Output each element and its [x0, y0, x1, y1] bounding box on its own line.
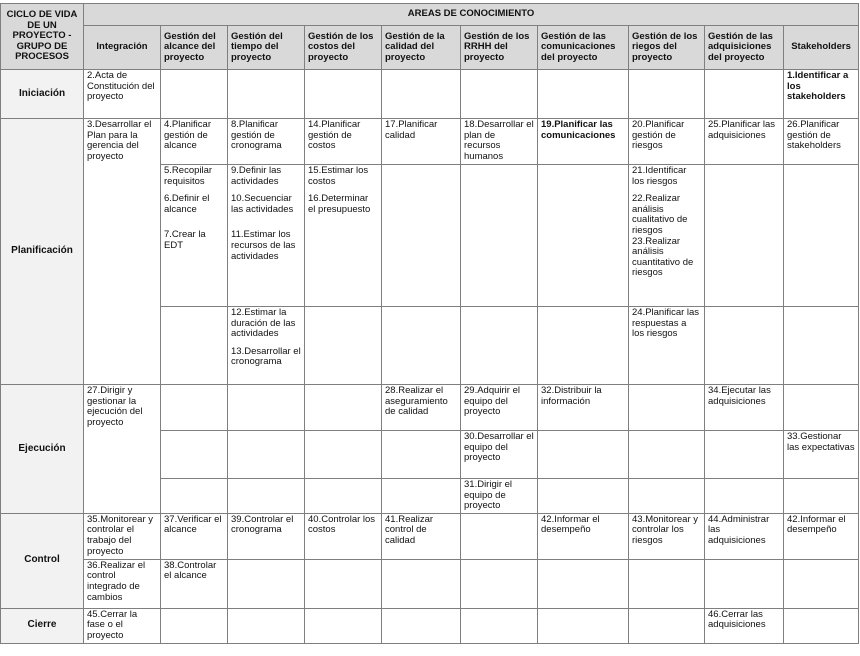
empty-cell: [382, 70, 461, 119]
process-cell: [84, 385, 161, 514]
process-6: 6.Definir el alcance: [164, 193, 210, 215]
column-header-stakeholders: Stakeholders: [784, 26, 859, 70]
phase-control: Control: [1, 513, 84, 608]
empty-cell: [382, 307, 461, 385]
empty-cell: [629, 70, 705, 119]
process-15: 15.Estimar los costos: [308, 165, 369, 187]
process-cell: [84, 608, 161, 643]
process-cell: [84, 513, 161, 559]
empty-cell: [305, 385, 382, 431]
process-cell: [228, 307, 305, 385]
empty-cell: [784, 307, 859, 385]
process-cell: [784, 70, 859, 119]
empty-cell: [538, 165, 629, 307]
process-42-stakeholders: 42.Informar el desempeño: [787, 513, 846, 536]
empty-cell: [228, 431, 305, 479]
process-cell: [705, 513, 784, 559]
process-cell: [705, 119, 784, 165]
empty-cell: [784, 608, 859, 643]
process-cell: [538, 513, 629, 559]
phase-planificacion: Planificación: [1, 119, 84, 385]
process-cell: [382, 385, 461, 431]
process-18: 18.Desarrollar el plan de recursos humanos: [464, 119, 534, 162]
column-header-tiempo: Gestión del tiempo del proyecto: [228, 26, 305, 70]
empty-cell: [228, 385, 305, 431]
process-43: 43.Monitorear y controlar los riesgos: [632, 513, 699, 546]
column-header-rrhh: Gestión de los RRHH del proyecto: [461, 26, 538, 70]
empty-cell: [538, 307, 629, 385]
process-38: 38.Controlar el alcance: [164, 559, 217, 582]
process-16: 16.Determinar el presupuesto: [308, 193, 371, 215]
empty-cell: [161, 385, 228, 431]
process-19: 19.Planificar las comunicaciones: [541, 119, 616, 141]
process-cell: [382, 119, 461, 165]
process-3: 3.Desarrollar el Plan para la gerencia del proyecto: [87, 119, 152, 162]
process-cell: [629, 119, 705, 165]
process-36: 36.Realizar el control integrado de cambios: [87, 559, 146, 603]
empty-cell: [705, 559, 784, 608]
empty-cell: [705, 307, 784, 385]
process-1: 1.Identificar a los stakeholders: [787, 70, 849, 103]
column-header-integracion: Integración: [84, 26, 161, 70]
process-matrix-table: [0, 3, 859, 644]
process-cell: [161, 513, 228, 559]
empty-cell: [461, 165, 538, 307]
phase-cierre: Cierre: [1, 608, 84, 643]
column-header-calidad: Gestión de la calidad del proyecto: [382, 26, 461, 70]
process-2: 2.Acta de Constitución del proyecto: [87, 70, 155, 103]
empty-cell: [305, 479, 382, 514]
process-cell: [538, 119, 629, 165]
column-header-alcance: Gestión del alcance del proyecto: [161, 26, 228, 70]
process-21: 21.Identificar los riesgos: [632, 165, 687, 187]
empty-cell: [305, 70, 382, 119]
process-cell: [305, 119, 382, 165]
process-30: 30.Desarrollar el equipo del proyecto: [464, 431, 534, 464]
process-cell: [461, 385, 538, 431]
process-13: 13.Desarrollar el cronograma: [231, 345, 301, 368]
process-cell: [538, 385, 629, 431]
empty-cell: [228, 608, 305, 643]
empty-cell: [461, 513, 538, 559]
empty-cell: [538, 608, 629, 643]
empty-cell: [161, 307, 228, 385]
process-27: 27.Dirigir y gestionar la ejecución del proyecto: [87, 385, 143, 428]
empty-cell: [538, 431, 629, 479]
process-cell: [629, 165, 705, 307]
process-39: 39.Controlar el cronograma: [231, 513, 294, 536]
process-24: 24.Planificar las respuestas a los riesgos: [632, 307, 700, 340]
process-31: 31.Dirigir el equipo de proyecto: [464, 479, 513, 512]
empty-cell: [784, 559, 859, 608]
empty-cell: [461, 559, 538, 608]
process-26: 26.Planificar gestión de stakeholders: [787, 119, 841, 152]
process-9: 9.Definir las actividades: [231, 165, 282, 187]
process-cell: [461, 479, 538, 514]
process-34: 34.Ejecutar las adquisiciones: [708, 385, 771, 407]
process-11: 11.Estimar los recursos de las actividades: [231, 229, 296, 262]
process-cell: [629, 307, 705, 385]
process-cell: [784, 513, 859, 559]
process-cell: [461, 119, 538, 165]
column-header-comunicaciones: Gestión de las comunicaciones del proyecto: [538, 26, 629, 70]
process-41: 41.Realizar control de calidad: [385, 513, 434, 546]
empty-cell: [629, 479, 705, 514]
process-cell: [382, 513, 461, 559]
process-8: 8.Planificar gestión de cronograma: [231, 119, 282, 152]
areas-header: AREAS DE CONOCIMIENTO: [84, 4, 859, 26]
empty-cell: [161, 431, 228, 479]
empty-cell: [629, 608, 705, 643]
empty-cell: [228, 559, 305, 608]
empty-cell: [705, 479, 784, 514]
process-cell: [228, 513, 305, 559]
process-20: 20.Planificar gestión de riesgos: [632, 119, 685, 152]
empty-cell: [784, 385, 859, 431]
process-33: 33.Gestionar las expectativas: [787, 431, 855, 453]
process-cell: [161, 119, 228, 165]
process-46: 46.Cerrar las adquisiciones: [708, 608, 766, 631]
empty-cell: [705, 70, 784, 119]
process-cell: [84, 70, 161, 119]
empty-cell: [538, 559, 629, 608]
empty-cell: [538, 70, 629, 119]
empty-cell: [382, 165, 461, 307]
process-cell: [228, 165, 305, 307]
process-44: 44.Administrar las adquisiciones: [708, 513, 770, 546]
empty-cell: [705, 431, 784, 479]
process-12: 12.Estimar la duración de las actividades: [231, 307, 296, 340]
empty-cell: [161, 608, 228, 643]
empty-cell: [461, 70, 538, 119]
empty-cell: [161, 70, 228, 119]
empty-cell: [784, 165, 859, 307]
phase-iniciacion: Iniciación: [1, 70, 84, 119]
process-29: 29.Adquirir el equipo del proyecto: [464, 385, 520, 418]
empty-cell: [629, 559, 705, 608]
process-4: 4.Planificar gestión de alcance: [164, 119, 211, 152]
empty-cell: [784, 479, 859, 514]
empty-cell: [538, 479, 629, 514]
process-42-comunicaciones: 42.Informar el desempeño: [541, 513, 600, 536]
empty-cell: [382, 608, 461, 643]
process-cell: [629, 513, 705, 559]
column-header-adquisiciones: Gestión de las adquisiciones del proyecto: [705, 26, 784, 70]
process-10: 10.Secuenciar las actividades: [231, 193, 294, 215]
process-cell: [161, 559, 228, 608]
process-14: 14.Planificar gestión de costos: [308, 119, 361, 152]
empty-cell: [461, 608, 538, 643]
empty-cell: [461, 307, 538, 385]
empty-cell: [228, 479, 305, 514]
process-37: 37.Verificar el alcance: [164, 513, 222, 536]
process-cell: [461, 431, 538, 479]
empty-cell: [305, 431, 382, 479]
empty-cell: [305, 608, 382, 643]
process-cell: [161, 165, 228, 307]
process-32: 32.Distribuir la información: [541, 385, 602, 407]
empty-cell: [228, 70, 305, 119]
column-header-riesgos: Gestión de los riegos del proyecto: [629, 26, 705, 70]
process-40: 40.Controlar los costos: [308, 513, 376, 536]
process-cell: [705, 608, 784, 643]
process-cell: [784, 431, 859, 479]
empty-cell: [705, 165, 784, 307]
empty-cell: [161, 479, 228, 514]
empty-cell: [305, 559, 382, 608]
empty-cell: [629, 385, 705, 431]
process-17: 17.Planificar calidad: [385, 119, 438, 141]
corner-header: CICLO DE VIDA DE UN PROYECTO - GRUPO DE PROCESOS: [1, 4, 84, 70]
process-cell: [84, 119, 161, 385]
process-35: 35.Monitorear y controlar el trabajo del proyecto: [87, 513, 154, 557]
process-25: 25.Planificar las adquisiciones: [708, 119, 776, 141]
process-cell: [705, 385, 784, 431]
process-5: 5.Recopilar requisitos: [164, 165, 213, 187]
process-cell: [305, 165, 382, 307]
empty-cell: [382, 559, 461, 608]
process-45: 45.Cerrar la fase o el proyecto: [87, 608, 138, 641]
column-header-costos: Gestión de los costos del proyecto: [305, 26, 382, 70]
process-cell: [305, 513, 382, 559]
process-23: 23.Realizar análisis cuantitativo de riesgos: [632, 235, 694, 279]
process-7: 7.Crear la EDT: [164, 229, 206, 251]
phase-ejecucion: Ejecución: [1, 385, 84, 514]
process-cell: [84, 559, 161, 608]
process-28: 28.Realizar el aseguramiento de calidad: [385, 385, 448, 418]
process-cell: [228, 119, 305, 165]
empty-cell: [382, 479, 461, 514]
process-cell: [784, 119, 859, 165]
empty-cell: [629, 431, 705, 479]
process-22: 22.Realizar análisis cualitativo de riesgos: [632, 193, 688, 236]
empty-cell: [305, 307, 382, 385]
empty-cell: [382, 431, 461, 479]
